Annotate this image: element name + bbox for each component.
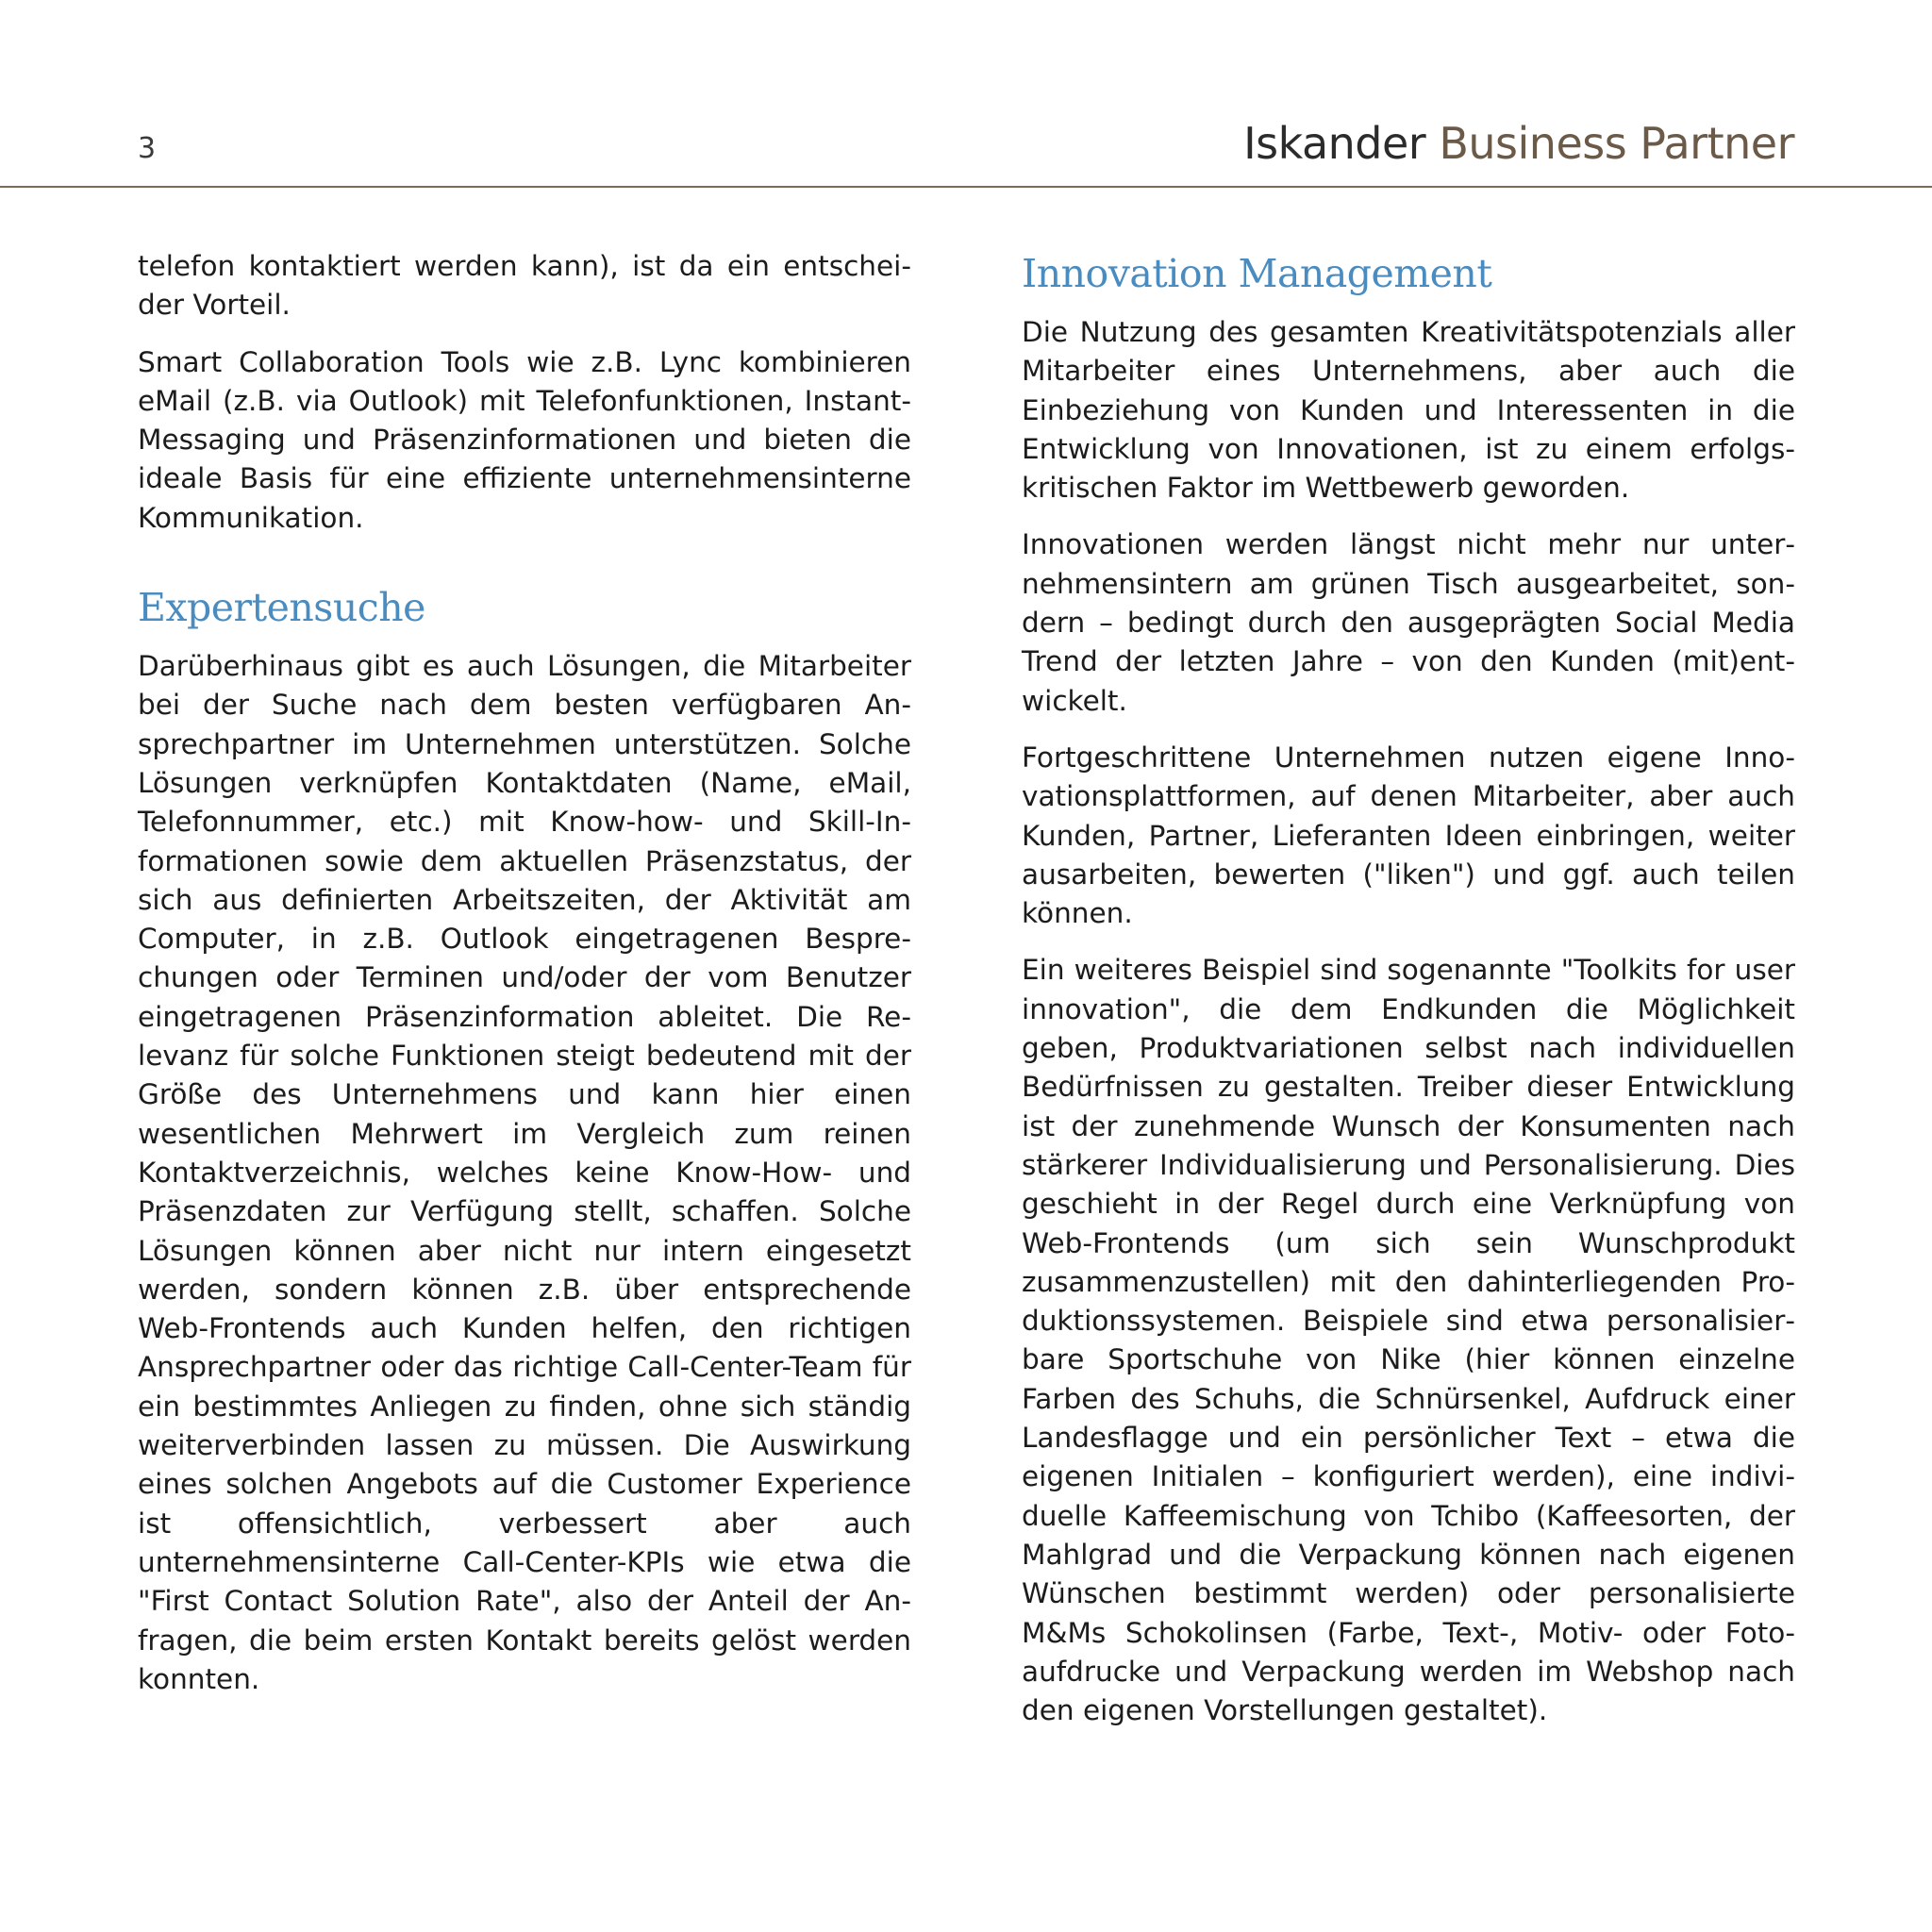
body-paragraph: Innovationen werden längst nicht mehr nur unternehmensintern am grünen Tisch ausgearbeitet, sondern – bedingt durch den ausgeprägten Social Media Trend der letzten Jahre – von den Kunden (mit)entwickelt. (1022, 528, 1795, 717)
brand-logo (1243, 115, 1794, 172)
body-paragraph: Fortgeschrittene Unternehmen nutzen eigene Innovationsplattformen, auf denen Mitarbeiter, aber auch Kunden, Partner, Lieferanten Ideen einbringen, weiter ausarbeiten, bewerten ("liken") und ggf. auch teilen können. (1022, 741, 1795, 930)
section-heading-expertensuche: Expertensuche (138, 585, 425, 631)
header-divider (0, 186, 1932, 188)
right-column (1022, 247, 1795, 1748)
body-paragraph: Darüberhinaus gibt es auch Lösungen, die Mitarbeiter bei der Suche nach dem besten verfügbaren Ansprechpartner im Unternehmen unterstützen. Solche Lösungen verknüpfen Kontaktdaten (Name, eMail, Telefonnummer, etc.) mit Know-how- und Skill-Informationen sowie dem aktuellen Präsenzstatus, der sich aus definierten Arbeitszeiten, der Aktivität am Computer, in z.B. Outlook eingetragenen Besprechungen oder Terminen und/oder der vom Benutzer eingetragenen Präsenzinformation ableitet. Die Relevanz für solche Funktionen steigt bedeutend mit der Größe des Unternehmens und kann hier einen wesentlichen Mehrwert im Vergleich zum reinen Kontaktverzeichnis, welches keine Know-How- und Präsenzdaten zur Verfügung stellt, schaffen. Solche Lösungen können aber nicht nur intern eingesetzt werden, sondern können z.B. über entsprechende Web-Frontends auch Kunden helfen, den richtigen Ansprechpartner oder das richtige Call-Center-Team für ein bestimmtes Anliegen zu finden, ohne sich ständig weiterverbinden lassen zu müssen. Die Auswirkung eines solchen Angebots auf die Customer Experience ist offensichtlich, verbessert aber auch unternehmensinterne Call-Center-KPIs wie etwa die "First Contact Solution Rate", also der Anteil der Anfragen, die beim ersten Kontakt bereits gelöst werden konnten. (138, 650, 911, 1695)
body-paragraph: telefon kontaktiert werden kann), ist da ein entscheider Vorteil. (138, 250, 911, 322)
left-column (138, 247, 911, 1717)
brand-secondary-text: Business Partner (1439, 118, 1794, 169)
page-number: 3 (138, 132, 157, 165)
section-heading-innovation-management: Innovation Management (1022, 251, 1492, 296)
body-paragraph: Smart Collaboration Tools wie z.B. Lync kombinieren eMail (z.B. via Outlook) mit Telefonfunktionen, Instant-Messaging und Präsenzinformationen und bieten die ideale Basis für eine effiziente unternehmensinterne Kommunikation. (138, 345, 911, 534)
body-paragraph: Ein weiteres Beispiel sind sogenannte "Toolkits for user innovation", die dem Endkunden die Möglichkeit geben, Produktvariationen selbst nach individuellen Bedürfnissen zu gestalten. Treiber dieser Entwicklung ist der zunehmende Wunsch der Konsumenten nach stärkerer Individualisierung und Personalisierung. Dies geschieht in der Regel durch eine Verknüpfung von Web-Frontends (um sich sein Wunschprodukt zusammenzustellen) mit den dahinterliegenden Produktionssystemen. Beispiele sind etwa personalisierbare Sportschuhe von Nike (hier können einzelne Farben des Schuhs, die Schnürsenkel, Aufdruck einer Landesflagge und ein persönlicher Text – etwa die eigenen Initialen – konfiguriert werden), eine individuelle Kaffeemischung von Tchibo (Kaffeesorten, der Mahlgrad und die Verpackung können nach eigenen Wünschen bestimmt werden) oder personalisierte M&Ms Schokolinsen (Farbe, Text-, Motiv- oder Fotoaufdrucke und Verpackung werden im Webshop nach den eigenen Vorstellungen gestaltet). (1022, 954, 1795, 1727)
body-paragraph: Die Nutzung des gesamten Kreativitätspotenzials aller Mitarbeiter eines Unternehmens, aber auch die Einbeziehung von Kunden und Interessenten in die Entwicklung von Innovationen, ist zu einem erfolgskritischen Faktor im Wettbewerb geworden. (1022, 316, 1795, 505)
brand-primary-text: Iskander (1243, 118, 1426, 169)
